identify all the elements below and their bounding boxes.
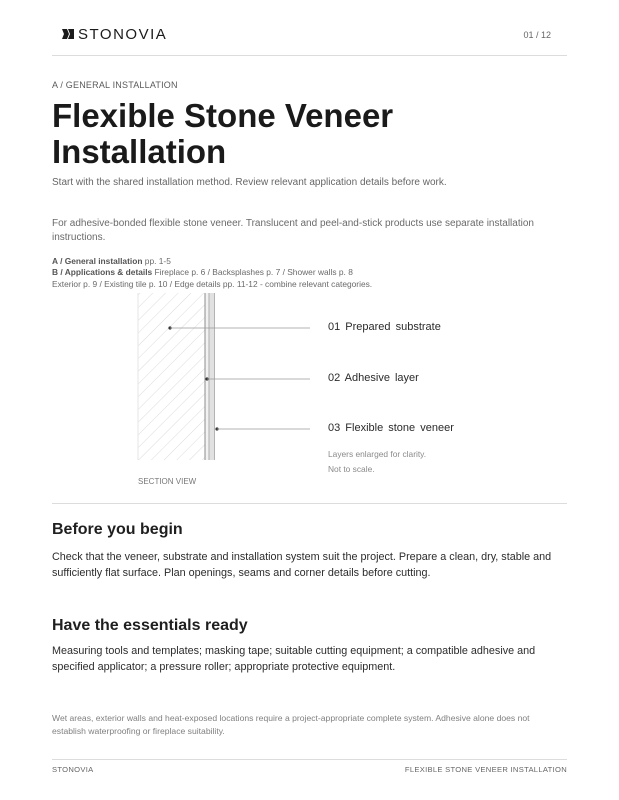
essentials-text: Measuring tools and templates; masking tape; suitable cutting equipment; a compatible adhesive and specified applicator; a pressure roller; appropriate protective equipment. (52, 645, 536, 673)
table-of-contents (52, 256, 372, 290)
warning-note: Wet areas, exterior walls and heat-exposed locations require a project-appropriate complete system. Adhesive alone does not establish waterproofing or fireplace suitability. (52, 713, 530, 736)
page-subtitle: Start with the shared installation method. Review relevant application details before work. (52, 177, 447, 188)
diagram-note-line-1: Layers enlarged for clarity. (328, 449, 427, 459)
diagram-caption: SECTION VIEW (138, 477, 197, 486)
essentials-heading: Have the essentials ready (52, 617, 248, 634)
page-title-line-1: Flexible Stone Veneer (52, 97, 394, 134)
brand-name: STONOVIA (78, 25, 168, 43)
brand-logo (62, 26, 167, 42)
toc-line-applications-more: Exterior p. 9 / Existing tile p. 10 / Edge details pp. 11-12 - combine relevant categories. (52, 278, 373, 289)
layer-label-veneer: 03 Flexible stone veneer (328, 422, 454, 434)
toc-applications-pages: Fireplace p. 6 / Backsplashes p. 7 / Shower walls p. 8 (152, 267, 353, 278)
layer-label-adhesive: 02 Adhesive layer (328, 372, 419, 384)
diagram-note (328, 447, 426, 477)
adhesive-layer (206, 293, 210, 460)
brand-mark-icon (62, 28, 74, 40)
toc-general-label: A / General installation (52, 256, 143, 266)
before-text: Check that the veneer, substrate and installation system suit the project. Prepare a clean, dry, stable and sufficiently flat surface. Plan openings, seams and corner details before cutting. (52, 551, 552, 579)
section-divider (52, 503, 567, 504)
page-title-line-2: Installation (52, 133, 227, 170)
diagram-note-line-2: Not to scale. (328, 464, 375, 474)
layer-label-substrate: 01 Prepared substrate (328, 321, 441, 333)
section-view-diagram (0, 290, 619, 490)
header-divider (52, 55, 567, 56)
intro-text: For adhesive-bonded flexible stone veneer. Translucent and peel-and-stick products use separate installation instructions. (52, 218, 534, 243)
before-heading: Before you begin (52, 521, 183, 538)
veneer-layer (210, 293, 215, 460)
footer-divider (52, 759, 567, 760)
toc-general-pages: pp. 1-5 (142, 256, 171, 266)
toc-line-general (52, 256, 372, 267)
footer-doc-title: FLEXIBLE STONE VENEER INSTALLATION (404, 765, 567, 774)
toc-line-applications (52, 267, 372, 278)
footer-brand: STONOVIA (52, 765, 94, 774)
toc-applications-label: B / Applications & details (52, 267, 153, 278)
substrate-layer (138, 293, 205, 460)
page-title (52, 98, 552, 170)
page-number: 01 / 12 (523, 30, 551, 40)
section-tag: A / GENERAL INSTALLATION (52, 80, 178, 90)
